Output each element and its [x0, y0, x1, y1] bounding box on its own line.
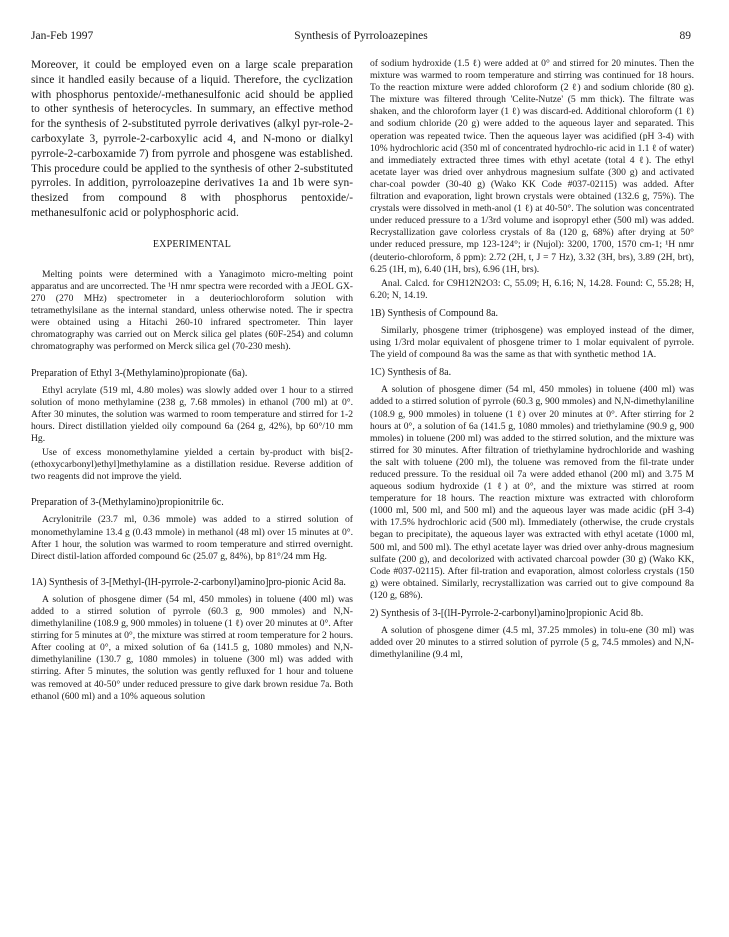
conclusion-paragraph: Moreover, it could be employed even on a large scale preparation since it handled easily because of a liquid. Therefore, the cyclization with phosphorus pentoxide/-methanesulfonic acid should be applied to other synthesis of heterocycles. In summary, an effective method for the synthesis of 2-substituted pyrrole derivatives (alkyl pyr-role-2-carboxylate 3, pyrrole-2-carboxylic acid 4, and N-mono or dialkyl pyrrole-2-carboxamide 7) from pyrrole and phosgene was established. This procedure could be applied to the synthesis of other 2-substituted pyrroles. In addition, pyrroloazepine derivatives 1a and 1b were syn-thesized from compound 8 with phosphorus pentoxide/-methanesulfonic acid or polyphosphoric acid. — [31, 59, 353, 219]
paragraph-1a-continued: of sodium hydroxide (1.5 ℓ) were added at 0° and stirred for 20 minutes. Then the mixture was warmed to room temperature and stirring was continued for 18 hours. To the reaction mixture were added chloroform (2 ℓ) and sodium chloride (80 g). The mixture was filtered through 'Celite-Nutze' (5 mm thick). The filtrate was shaken, and the chloroform layer (1 ℓ) was discard-ed. Additional chloroform (1 ℓ) and sodium chloride (20 g) were added to the aqueous layer and separated. This operation was repeated twice. Then the aqueous layer was acidified (pH 3-4) with 10% hydrochloric acid (350 ml of concentrated hydrochlo-ric acid in 1.1 ℓ of water) and immediately extracted three times with ethyl acetate (total 4 ℓ). The ethyl acetate layer was dried over anhydrous magnesium sulfate (300 g) and activated char-coal powder (30-40 g) (Wako KK Code #037-02115) was added. After filtration and evaporation, light brown crystals were obtained (132.6 g, 75%). The crystals were dissolved in meth-anol (1 ℓ) at 40-50°. The solution was concentrated under reduced pressure to a 1/3rd volume and isopropyl ether (500 ml) was added. Recrystallization gave colorless crystals of 8a (120 g, 68%) after drying at 50° under reduced pressure, mp 123-124°; ir (Nujol): 3200, 1700, 1570 cm-1; ¹H nmr (deuterio-chloroform, δ ppm): 2.72 (2H, t, J = 7 Hz), 3.32 (3H, brs), 3.89 (2H, brt), 6.25 (1H, m), 6.40 (1H, brs), 6.96 (1H, brs). — [370, 58, 694, 275]
paragraph-1b-procedure: Similarly, phosgene trimer (triphosgene) was employed instead of the dimer, using 1/3rd molar equivalent of phosgene trimer to 1 molar equivalent of pyrrole. The yield of compound 8a was the same as that with synthetic method 1A. — [370, 324, 694, 361]
right-column — [370, 58, 694, 663]
elemental-analysis: Anal. Calcd. for C9H12N2O3: C, 55.09; H, 6.16; N, 14.28. Found: C, 55.28; H, 6.20; N, 14.19. — [370, 277, 694, 301]
paragraph-1c-procedure: A solution of phosgene dimer (54 ml, 450 mmoles) in toluene (400 ml) was added to a stirred solution of pyrrole (60.3 g, 900 mmoles) and N,N-dimethylaniline (108.9 g, 900 mmoles) in toluene (1 ℓ) over 20 minutes at 0°. After stirring for 2 hours at 0°, a solution of 6a (141.5 g, 1080 mmoles) and triethylamine (90.9 g, 900 mmoles) in toluene (200 ml) was added to the stirred solution, and the mixture was stirred for 30 minutes. After filtration of triethylamine hydrochloride and washing the salt with toluene (200 ml), the toluene was removed from the fil-trate under reduced pressure. To the residual oil 7a were added ethanol (200 ml) and 3.75 M aqueous sodium hydroxide (1 ℓ) at 0°, and the mixture was stirred at room temperature for 18 hours. The reaction mixture was extracted with chloroform (1000 ml, 500 ml, and 500 ml) and the aqueous layer was made acidic (pH 3-4) with 17.5% hydrochloric acid (500 ml). Immediately (otherwise, the crude crystals began to precipitate), the aqueous layer was extracted with ethyl acetate (1000 ml, 500 ml, and 500 ml). The ethyl acetate layer was dried over anhy-drous magnesium sulfate (200 g), and decolorized with activated charcoal powder (30 g) (Wako KK, Code #037-02115). After fil-tration and evaporation, almost colorless crystals (150 g) were obtained. Similarly, recrystallization was carried out to give compound 8a (120 g, 68%). — [370, 384, 694, 601]
paragraph-6c-procedure: Acrylonitrile (23.7 ml, 0.36 mmole) was added to a stirred solution of monomethylamine 13.4 g (0.43 mmole) in methanol (48 ml) over 15 minutes at 0°. After 1 hour, the solution was warmed to room temperature and stirred overnight. Direct distil-lation afforded compound 6c (25.07 g, 84%), bp 81°/24 mm Hg. — [31, 514, 353, 562]
subheading-1b: 1B) Synthesis of Compound 8a. — [370, 307, 499, 319]
paragraph-6a-procedure: Ethyl acrylate (519 ml, 4.80 moles) was slowly added over 1 hour to a stirred solution of mono methylamine (238 g, 7.68 mmoles) in ethanol (700 ml) at 0°. After 30 minutes, the solution was warmed to room temperature and stirred for 1-2 hours. Direct distillation yielded oily compound 6a (264 g, 42%), bp 60°/10 mm Hg. — [31, 384, 353, 444]
subheading-6c: Preparation of 3-(Methylamino)propionitrile 6c. — [31, 497, 224, 509]
subheading-1c: 1C) Synthesis of 8a. — [370, 367, 452, 379]
conclusion-text — [31, 58, 353, 221]
methods-paragraph: Melting points were determined with a Yanagimoto micro-melting point apparatus and are uncorrected. The ¹H nmr spectra were recorded with a JEOL GX-270 (270 MHz) spectrometer in a deuteriochloroform solution with tetramethylsilane as the internal standard, unless otherwise noted. The ir spectra were obtained using a Hitachi 260-10 infrared spectrometer. Thin layer chromatography was carried out on Merck silica gel plates (60F-254) and column chromatography was performed on Merck silica gel (70-230 mesh). — [31, 268, 353, 353]
journal-date: Jan-Feb 1997 — [31, 30, 94, 42]
left-column — [31, 58, 353, 705]
subheading-6a: Preparation of Ethyl 3-(Methylamino)propionate (6a). — [31, 367, 248, 379]
running-header — [31, 30, 691, 46]
paragraph-1a-procedure: A solution of phosgene dimer (54 ml, 450 mmoles) in toluene (400 ml) was added to a stirred solution of pyrrole (60.3 g, 900 mmoles) and N,N-dimethylaniline (108.9 g, 900 mmoles) in toluene (1 ℓ) over 20 minutes at 0°. After stirring for 5 minutes at 0°, the mixture was stirred at room temperature for 2 hours. After cooling at 0°, a mixed solution of 6a (141.5 g, 1080 mmoles) and N,N-dimethylaniline (130.7 g, 1080 mmoles) in toluene (300 ml) was added with stirring. After 5 minutes, the solution was gently refluxed for 1 hour and toluene was removed at 40-50° under reduced pressure to give dark brown residue 7a. Both ethanol (600 ml) and a 10% aqueous solution — [31, 593, 353, 702]
page-number: 89 — [679, 30, 691, 42]
running-title: Synthesis of Pyrroloazepines — [294, 30, 428, 42]
subheading-2: 2) Synthesis of 3-[(lH-Pyrrole-2-carbonyl)amino]propionic Acid 8b. — [370, 608, 644, 620]
paragraph-2-procedure: A solution of phosgene dimer (4.5 ml, 37.25 mmoles) in tolu-ene (30 ml) was added over 20 minutes to a stirred solution of pyrrole (5 g, 74.5 mmoles) and N,N-dimethylaniline (9.4 ml, — [370, 625, 694, 661]
paragraph-6a-note: Use of excess monomethylamine yielded a certain by-product with bis[2-(ethoxycarbonyl)ethyl]methylamine as a distillation residue. Reverse addition of two reagents did not improve the yield. — [31, 447, 353, 483]
subheading-1a: 1A) Synthesis of 3-[Methyl-(lH-pyrrole-2-carbonyl)amino]pro-pionic Acid 8a. — [31, 576, 346, 588]
section-heading-experimental: EXPERIMENTAL — [152, 238, 232, 250]
